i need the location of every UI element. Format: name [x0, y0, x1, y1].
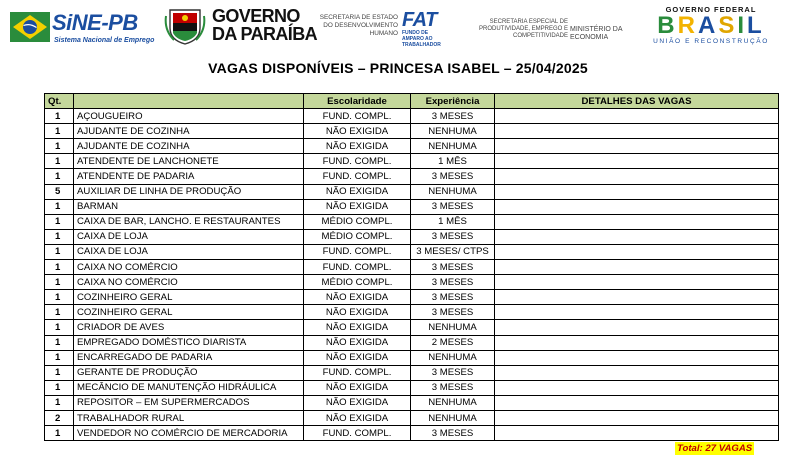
cell-qt: 1 [45, 275, 74, 290]
cell-detalhes [495, 199, 779, 214]
table-row [45, 154, 779, 169]
cell-cargo: REPOSITOR – EM SUPERMERCADOS [74, 395, 304, 410]
cell-experiencia: 3 MESES [411, 199, 495, 214]
cell-escolaridade: MÉDIO COMPL. [304, 275, 411, 290]
gov-brasil-letter: A [697, 12, 719, 39]
cell-qt: 1 [45, 260, 74, 275]
table-row [45, 199, 779, 214]
table-header-row [45, 94, 779, 109]
table-row [45, 229, 779, 244]
cell-detalhes [495, 214, 779, 229]
table-row [45, 124, 779, 139]
fat-logo [402, 10, 458, 48]
cell-detalhes [495, 260, 779, 275]
cell-escolaridade: NÃO EXIGIDA [304, 184, 411, 199]
table-row [45, 410, 779, 425]
cell-escolaridade: NÃO EXIGIDA [304, 350, 411, 365]
gov-brasil [638, 14, 784, 38]
cell-cargo: ATENDENTE DE PADARIA [74, 169, 304, 184]
cell-detalhes [495, 410, 779, 425]
cell-detalhes [495, 395, 779, 410]
cell-escolaridade: NÃO EXIGIDA [304, 335, 411, 350]
secretaria-desenvolvimento-humano [306, 14, 398, 38]
governo-paraiba-logo [164, 4, 317, 48]
table-row [45, 275, 779, 290]
fat-line3: TRABALHADOR [402, 42, 441, 48]
fat-line2: AMPARO AO [402, 36, 433, 42]
cell-detalhes [495, 109, 779, 124]
sec2-line1: SECRETARIA ESPECIAL DE [489, 19, 568, 25]
gov-brasil-letter: B [657, 12, 678, 39]
cell-qt: 5 [45, 184, 74, 199]
cell-experiencia: NENHUMA [411, 139, 495, 154]
cell-qt: 1 [45, 290, 74, 305]
cell-escolaridade: FUND. COMPL. [304, 244, 411, 259]
cell-experiencia: NENHUMA [411, 124, 495, 139]
cell-qt: 1 [45, 229, 74, 244]
brazil-flag-icon [10, 12, 50, 42]
header-cargo [74, 94, 304, 109]
cell-cargo: BARMAN [74, 199, 304, 214]
cell-experiencia: 3 MESES [411, 275, 495, 290]
cell-experiencia: NENHUMA [411, 395, 495, 410]
cell-cargo: CAIXA DE LOJA [74, 229, 304, 244]
secretaria-especial-produtividade [458, 19, 568, 40]
table-row [45, 214, 779, 229]
page-title: VAGAS DISPONÍVEIS – PRINCESA ISABEL – 25/04/2025 [208, 60, 588, 76]
table-row [45, 380, 779, 395]
cell-experiencia: 3 MESES [411, 305, 495, 320]
cell-experiencia: NENHUMA [411, 184, 495, 199]
cell-detalhes [495, 350, 779, 365]
header-experiencia: Experiência [411, 94, 495, 109]
cell-escolaridade: NÃO EXIGIDA [304, 305, 411, 320]
fat-title: FAT [402, 9, 437, 31]
cell-cargo: AÇOUGUEIRO [74, 109, 304, 124]
table-row [45, 260, 779, 275]
cell-escolaridade: MÉDIO COMPL. [304, 229, 411, 244]
cell-escolaridade: NÃO EXIGIDA [304, 410, 411, 425]
sec1-line3: HUMANO [369, 30, 398, 37]
paraiba-coat-of-arms-icon [164, 6, 206, 46]
gov-brasil-letter: L [747, 12, 765, 39]
cell-detalhes [495, 169, 779, 184]
vagas-table [44, 93, 779, 441]
sine-pb-logo [10, 10, 160, 46]
cell-experiencia: 3 MESES [411, 260, 495, 275]
cell-detalhes [495, 184, 779, 199]
cell-qt: 1 [45, 350, 74, 365]
cell-detalhes [495, 124, 779, 139]
cell-cargo: VENDEDOR NO COMÉRCIO DE MERCADORIA [74, 426, 304, 441]
cell-cargo: ATENDENTE DE LANCHONETE [74, 154, 304, 169]
sine-subtitle: Sistema Nacional de Emprego [54, 37, 155, 44]
gov-brasil-letter: S [718, 12, 738, 39]
cell-cargo: COZINHEIRO GERAL [74, 290, 304, 305]
cell-qt: 1 [45, 395, 74, 410]
cell-qt: 1 [45, 124, 74, 139]
cell-experiencia: NENHUMA [411, 350, 495, 365]
cell-experiencia: 3 MESES/ CTPS [411, 244, 495, 259]
cell-qt: 2 [45, 410, 74, 425]
sec1-line2: DO DESENVOLVIMENTO [323, 22, 398, 29]
cell-escolaridade: FUND. COMPL. [304, 260, 411, 275]
ministerio-economia [570, 26, 632, 42]
cell-escolaridade: MÉDIO COMPL. [304, 214, 411, 229]
cell-qt: 1 [45, 305, 74, 320]
cell-cargo: AJUDANTE DE COZINHA [74, 124, 304, 139]
cell-experiencia: 3 MESES [411, 229, 495, 244]
cell-cargo: TRABALHADOR RURAL [74, 410, 304, 425]
table-row [45, 169, 779, 184]
table-row [45, 365, 779, 380]
table-row [45, 335, 779, 350]
cell-qt: 1 [45, 426, 74, 441]
table-row [45, 395, 779, 410]
table-body [45, 109, 779, 441]
page-header [0, 0, 796, 50]
gov-brasil-letter: I [737, 12, 748, 39]
cell-escolaridade: FUND. COMPL. [304, 154, 411, 169]
cell-escolaridade: NÃO EXIGIDA [304, 139, 411, 154]
cell-qt: 1 [45, 154, 74, 169]
table-row [45, 109, 779, 124]
cell-detalhes [495, 275, 779, 290]
header-qt: Qt. [45, 94, 74, 109]
ministerio-line2: ECONOMIA [570, 34, 609, 41]
cell-detalhes [495, 290, 779, 305]
gov-brasil-letter: R [677, 12, 698, 39]
cell-detalhes [495, 154, 779, 169]
cell-qt: 1 [45, 335, 74, 350]
cell-escolaridade: FUND. COMPL. [304, 426, 411, 441]
cell-detalhes [495, 229, 779, 244]
cell-cargo: CAIXA DE BAR, LANCHO. E RESTAURANTES [74, 214, 304, 229]
cell-qt: 1 [45, 139, 74, 154]
cell-experiencia: NENHUMA [411, 410, 495, 425]
cell-experiencia: 2 MESES [411, 335, 495, 350]
cell-cargo: COZINHEIRO GERAL [74, 305, 304, 320]
cell-experiencia: 3 MESES [411, 169, 495, 184]
cell-escolaridade: NÃO EXIGIDA [304, 124, 411, 139]
cell-detalhes [495, 365, 779, 380]
cell-escolaridade: NÃO EXIGIDA [304, 380, 411, 395]
cell-cargo: CAIXA DE LOJA [74, 244, 304, 259]
governo-federal-logo [638, 6, 784, 50]
cell-cargo: ENCARREGADO DE PADARIA [74, 350, 304, 365]
gov-top: GOVERNO FEDERAL [665, 5, 757, 14]
fat-line1: FUNDO DE [402, 30, 429, 36]
pb-line1: GOVERNO [212, 6, 300, 26]
cell-experiencia: NENHUMA [411, 320, 495, 335]
pb-line2: DA PARAÍBA [212, 24, 317, 44]
sec2-line2: PRODUTIVIDADE, EMPREGO E [478, 26, 568, 32]
cell-escolaridade: FUND. COMPL. [304, 365, 411, 380]
table-row [45, 244, 779, 259]
cell-cargo: AUXILIAR DE LINHA DE PRODUÇÃO [74, 184, 304, 199]
sec2-line3: COMPETITIVIDADE [512, 33, 568, 39]
cell-escolaridade: NÃO EXIGIDA [304, 395, 411, 410]
table-row [45, 139, 779, 154]
table-row [45, 426, 779, 441]
cell-experiencia: 3 MESES [411, 109, 495, 124]
cell-detalhes [495, 139, 779, 154]
cell-escolaridade: NÃO EXIGIDA [304, 290, 411, 305]
cell-detalhes [495, 380, 779, 395]
cell-experiencia: 1 MÊS [411, 214, 495, 229]
header-detalhes: DETALHES DAS VAGAS [495, 94, 779, 109]
cell-experiencia: 3 MESES [411, 380, 495, 395]
cell-cargo: AJUDANTE DE COZINHA [74, 139, 304, 154]
sec1-line1: SECRETARIA DE ESTADO [319, 14, 398, 21]
cell-detalhes [495, 305, 779, 320]
cell-cargo: EMPREGADO DOMÉSTICO DIARISTA [74, 335, 304, 350]
cell-qt: 1 [45, 169, 74, 184]
cell-cargo: CRIADOR DE AVES [74, 320, 304, 335]
cell-qt: 1 [45, 380, 74, 395]
cell-cargo: CAIXA NO COMÉRCIO [74, 275, 304, 290]
cell-qt: 1 [45, 320, 74, 335]
total-vagas: Total: 27 VAGAS [677, 443, 753, 454]
cell-escolaridade: FUND. COMPL. [304, 109, 411, 124]
cell-escolaridade: NÃO EXIGIDA [304, 320, 411, 335]
table-row [45, 320, 779, 335]
cell-qt: 1 [45, 365, 74, 380]
header-escolaridade: Escolaridade [304, 94, 411, 109]
cell-experiencia: 1 MÊS [411, 154, 495, 169]
cell-experiencia: 3 MESES [411, 426, 495, 441]
governo-paraiba-text [212, 7, 317, 43]
cell-detalhes [495, 426, 779, 441]
table-row [45, 305, 779, 320]
gov-sub: UNIÃO E RECONSTRUÇÃO [653, 38, 769, 45]
table-row [45, 290, 779, 305]
cell-detalhes [495, 335, 779, 350]
cell-qt: 1 [45, 214, 74, 229]
cell-experiencia: 3 MESES [411, 365, 495, 380]
cell-qt: 1 [45, 244, 74, 259]
cell-qt: 1 [45, 109, 74, 124]
cell-qt: 1 [45, 199, 74, 214]
cell-experiencia: 3 MESES [411, 290, 495, 305]
table-row [45, 350, 779, 365]
sine-name: SiNE-PB [52, 10, 138, 35]
cell-detalhes [495, 244, 779, 259]
cell-cargo: MECÂNCIO DE MANUTENÇÃO HIDRÁULICA [74, 380, 304, 395]
cell-escolaridade: FUND. COMPL. [304, 169, 411, 184]
cell-cargo: CAIXA NO COMÉRCIO [74, 260, 304, 275]
cell-detalhes [495, 320, 779, 335]
table-row [45, 184, 779, 199]
ministerio-line1: MINISTÉRIO DA [570, 26, 623, 33]
cell-escolaridade: NÃO EXIGIDA [304, 199, 411, 214]
cell-cargo: GERANTE DE PRODUÇÃO [74, 365, 304, 380]
